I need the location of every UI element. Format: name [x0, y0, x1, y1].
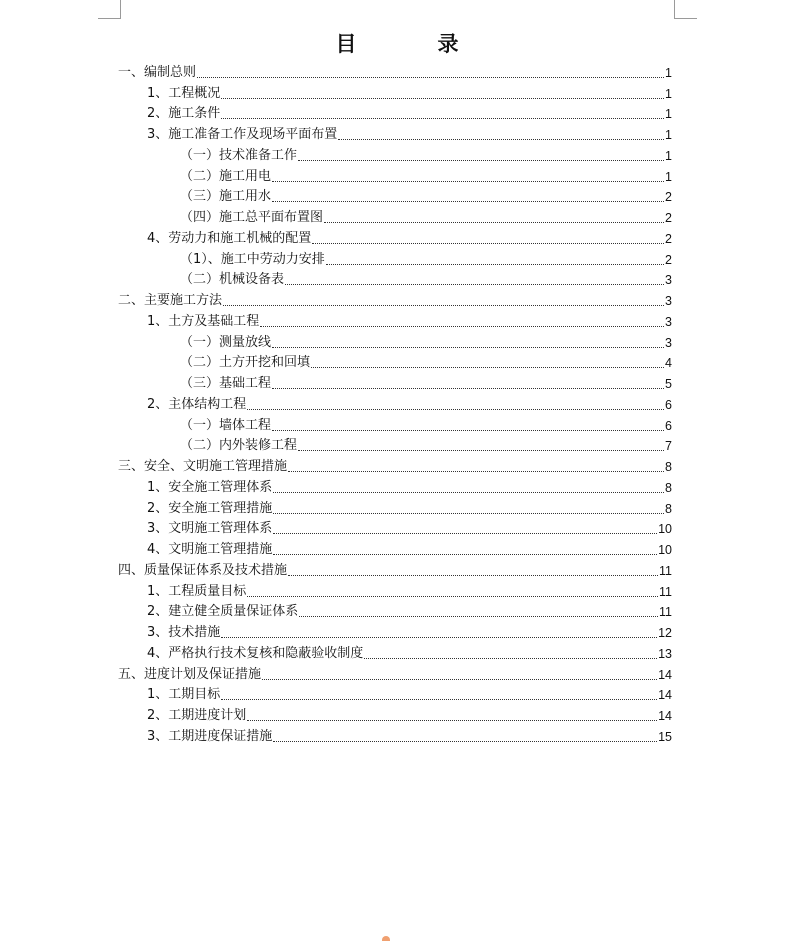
toc-entry-title: 4、文明施工管理措施 [147, 542, 273, 557]
toc-entry[interactable] [118, 103, 672, 124]
toc-entry-title: 二、主要施工方法 [118, 293, 223, 308]
toc-entry-page-number: 8 [665, 480, 672, 495]
toc-entry-title: （二）机械设备表 [180, 272, 285, 288]
toc-entry[interactable] [118, 372, 672, 393]
toc-entry[interactable] [118, 352, 672, 373]
toc-entry-title: 1、工程概况 [147, 85, 221, 101]
toc-entry-title: 3、技术措施 [147, 625, 221, 640]
toc-entry-page-number: 3 [665, 294, 672, 308]
toc-entry[interactable] [118, 82, 672, 103]
toc-dot-leader [262, 679, 657, 680]
crop-mark-top-left [98, 0, 121, 19]
toc-entry-page-number: 12 [658, 626, 672, 640]
toc-entry[interactable] [118, 455, 672, 476]
toc-entry-title: （一）测量放线 [180, 334, 272, 350]
toc-entry[interactable] [118, 414, 672, 435]
toc-entry-page-number: 8 [665, 460, 672, 474]
toc-dot-leader [247, 720, 657, 721]
toc-entry-title: （二）施工用电 [180, 168, 272, 184]
toc-dot-leader [324, 222, 664, 223]
toc-entry[interactable] [118, 601, 672, 622]
toc-entry[interactable] [118, 310, 672, 331]
toc-entry-page-number: 1 [665, 107, 672, 122]
toc-entry[interactable] [118, 123, 672, 144]
toc-entry[interactable] [118, 725, 672, 746]
toc-entry-page-number: 3 [665, 335, 672, 350]
toc-entry-title: 2、主体结构工程 [147, 396, 247, 412]
toc-entry-title: 三、安全、文明施工管理措施 [118, 459, 288, 474]
toc-entry-title: （三）施工用水 [180, 189, 272, 205]
toc-entry-title: 3、文明施工管理体系 [147, 521, 273, 537]
toc-dot-leader [272, 201, 664, 202]
toc-dot-leader [272, 181, 664, 182]
toc-entry[interactable] [118, 435, 672, 456]
toc-dot-leader [272, 388, 664, 389]
toc-entry-title: 2、工期进度计划 [147, 708, 247, 723]
toc-entry-page-number: 11 [659, 563, 672, 578]
toc-entry-title: 2、施工条件 [147, 106, 221, 122]
toc-dot-leader [299, 616, 658, 617]
toc-entry[interactable] [118, 206, 672, 227]
toc-entry[interactable] [118, 642, 672, 663]
toc-entry[interactable] [118, 559, 672, 580]
toc-entry-page-number: 6 [665, 418, 672, 433]
toc-entry-page-number: 1 [665, 148, 672, 163]
toc-entry[interactable] [118, 684, 672, 705]
toc-entry-title: 2、安全施工管理措施 [147, 500, 273, 516]
toc-entry[interactable] [118, 289, 672, 310]
toc-entry-page-number: 1 [665, 169, 672, 184]
toc-entry-page-number: 4 [665, 356, 672, 371]
toc-dot-leader [272, 347, 664, 348]
toc-entry-title: 五、进度计划及保证措施 [118, 666, 262, 682]
toc-dot-leader [364, 658, 657, 659]
toc-entry-page-number: 1 [665, 128, 672, 142]
page-title: 目 录 [335, 31, 489, 56]
toc-dot-leader [311, 367, 664, 368]
toc-dot-leader [273, 492, 664, 493]
toc-dot-leader [298, 160, 664, 161]
toc-dot-leader [247, 596, 658, 597]
toc-dot-leader [288, 471, 664, 472]
toc-entry[interactable] [118, 186, 672, 207]
toc-entry[interactable] [118, 393, 672, 414]
toc-entry-title: （一）技术准备工作 [180, 147, 298, 163]
toc-dot-leader [221, 98, 664, 99]
toc-entry[interactable] [118, 269, 672, 290]
toc-entry-title: 4、劳动力和施工机械的配置 [147, 230, 312, 246]
table-of-contents [118, 61, 672, 746]
toc-entry[interactable] [118, 476, 672, 497]
toc-entry[interactable] [118, 331, 672, 352]
toc-entry-page-number: 13 [658, 646, 672, 661]
toc-entry-title: （一）墙体工程 [180, 417, 272, 433]
toc-dot-leader [273, 533, 657, 534]
toc-dot-leader [326, 264, 664, 265]
toc-entry-page-number: 11 [659, 584, 672, 599]
toc-entry[interactable] [118, 248, 672, 269]
toc-entry-page-number: 7 [665, 439, 672, 454]
toc-entry-title: 1、工期目标 [147, 687, 221, 703]
toc-entry-page-number: 10 [658, 522, 672, 537]
toc-entry-title: 一、编制总则 [118, 64, 197, 80]
toc-dot-leader [197, 77, 664, 78]
toc-dot-leader [223, 305, 664, 306]
toc-entry[interactable] [118, 663, 672, 684]
toc-dot-leader [273, 513, 664, 514]
toc-entry[interactable] [118, 144, 672, 165]
toc-entry[interactable] [118, 497, 672, 518]
toc-entry-page-number: 14 [658, 709, 672, 723]
toc-dot-leader [221, 118, 664, 119]
toc-entry-title: 四、质量保证体系及技术措施 [118, 562, 288, 578]
toc-entry-page-number: 3 [665, 314, 672, 329]
toc-entry[interactable] [118, 621, 672, 642]
toc-entry[interactable] [118, 165, 672, 186]
toc-dot-leader [338, 139, 664, 140]
toc-entry-page-number: 10 [658, 543, 672, 557]
toc-entry-title: 1、土方及基础工程 [147, 313, 260, 329]
toc-dot-leader [298, 450, 664, 451]
toc-entry-title: 1、安全施工管理体系 [147, 479, 273, 495]
toc-dot-leader [272, 430, 664, 431]
toc-entry-page-number: 5 [665, 377, 672, 391]
toc-entry-page-number: 2 [665, 231, 672, 246]
toc-entry[interactable] [118, 580, 672, 601]
toc-entry-title: 3、施工准备工作及现场平面布置 [147, 127, 338, 142]
toc-entry-page-number: 2 [665, 211, 672, 225]
toc-entry-title: 2、建立健全质量保证体系 [147, 604, 299, 620]
toc-dot-leader [288, 575, 658, 576]
toc-dot-leader [273, 741, 657, 742]
toc-entry-title: 1、工程质量目标 [147, 583, 247, 599]
toc-dot-leader [285, 284, 664, 285]
toc-entry-title: 3、工期进度保证措施 [147, 728, 273, 744]
toc-entry-title: （四）施工总平面布置图 [180, 210, 324, 225]
toc-entry-page-number: 2 [665, 252, 672, 267]
toc-entry[interactable] [118, 538, 672, 559]
toc-entry-page-number: 2 [665, 190, 672, 205]
toc-entry[interactable] [118, 704, 672, 725]
toc-entry-page-number: 1 [665, 86, 672, 101]
crop-mark-top-right [674, 0, 697, 19]
toc-entry-page-number: 1 [665, 65, 672, 80]
toc-entry[interactable] [118, 518, 672, 539]
toc-entry-page-number: 14 [658, 688, 672, 703]
toc-entry-title: 4、严格执行技术复核和隐蔽验收制度 [147, 645, 364, 661]
toc-dot-leader [247, 409, 664, 410]
toc-dot-leader [260, 326, 664, 327]
toc-entry-title: （二）土方开挖和回填 [180, 355, 311, 371]
toc-entry-page-number: 6 [665, 397, 672, 412]
toc-entry-title: （二）内外装修工程 [180, 438, 298, 454]
toc-entry-page-number: 8 [665, 501, 672, 516]
toc-entry-page-number: 11 [659, 605, 672, 620]
page-marker-icon [382, 936, 390, 941]
toc-entry-page-number: 3 [665, 273, 672, 288]
toc-dot-leader [273, 554, 657, 555]
toc-dot-leader [221, 699, 657, 700]
toc-entry-title: （三）基础工程 [180, 376, 272, 391]
toc-entry-page-number: 15 [658, 729, 672, 744]
toc-entry[interactable] [118, 61, 672, 82]
toc-dot-leader [221, 637, 657, 638]
toc-entry-title: （1）、施工中劳动力安排 [180, 251, 325, 267]
toc-dot-leader [312, 243, 664, 244]
toc-entry-page-number: 14 [658, 667, 672, 682]
toc-entry[interactable] [118, 227, 672, 248]
